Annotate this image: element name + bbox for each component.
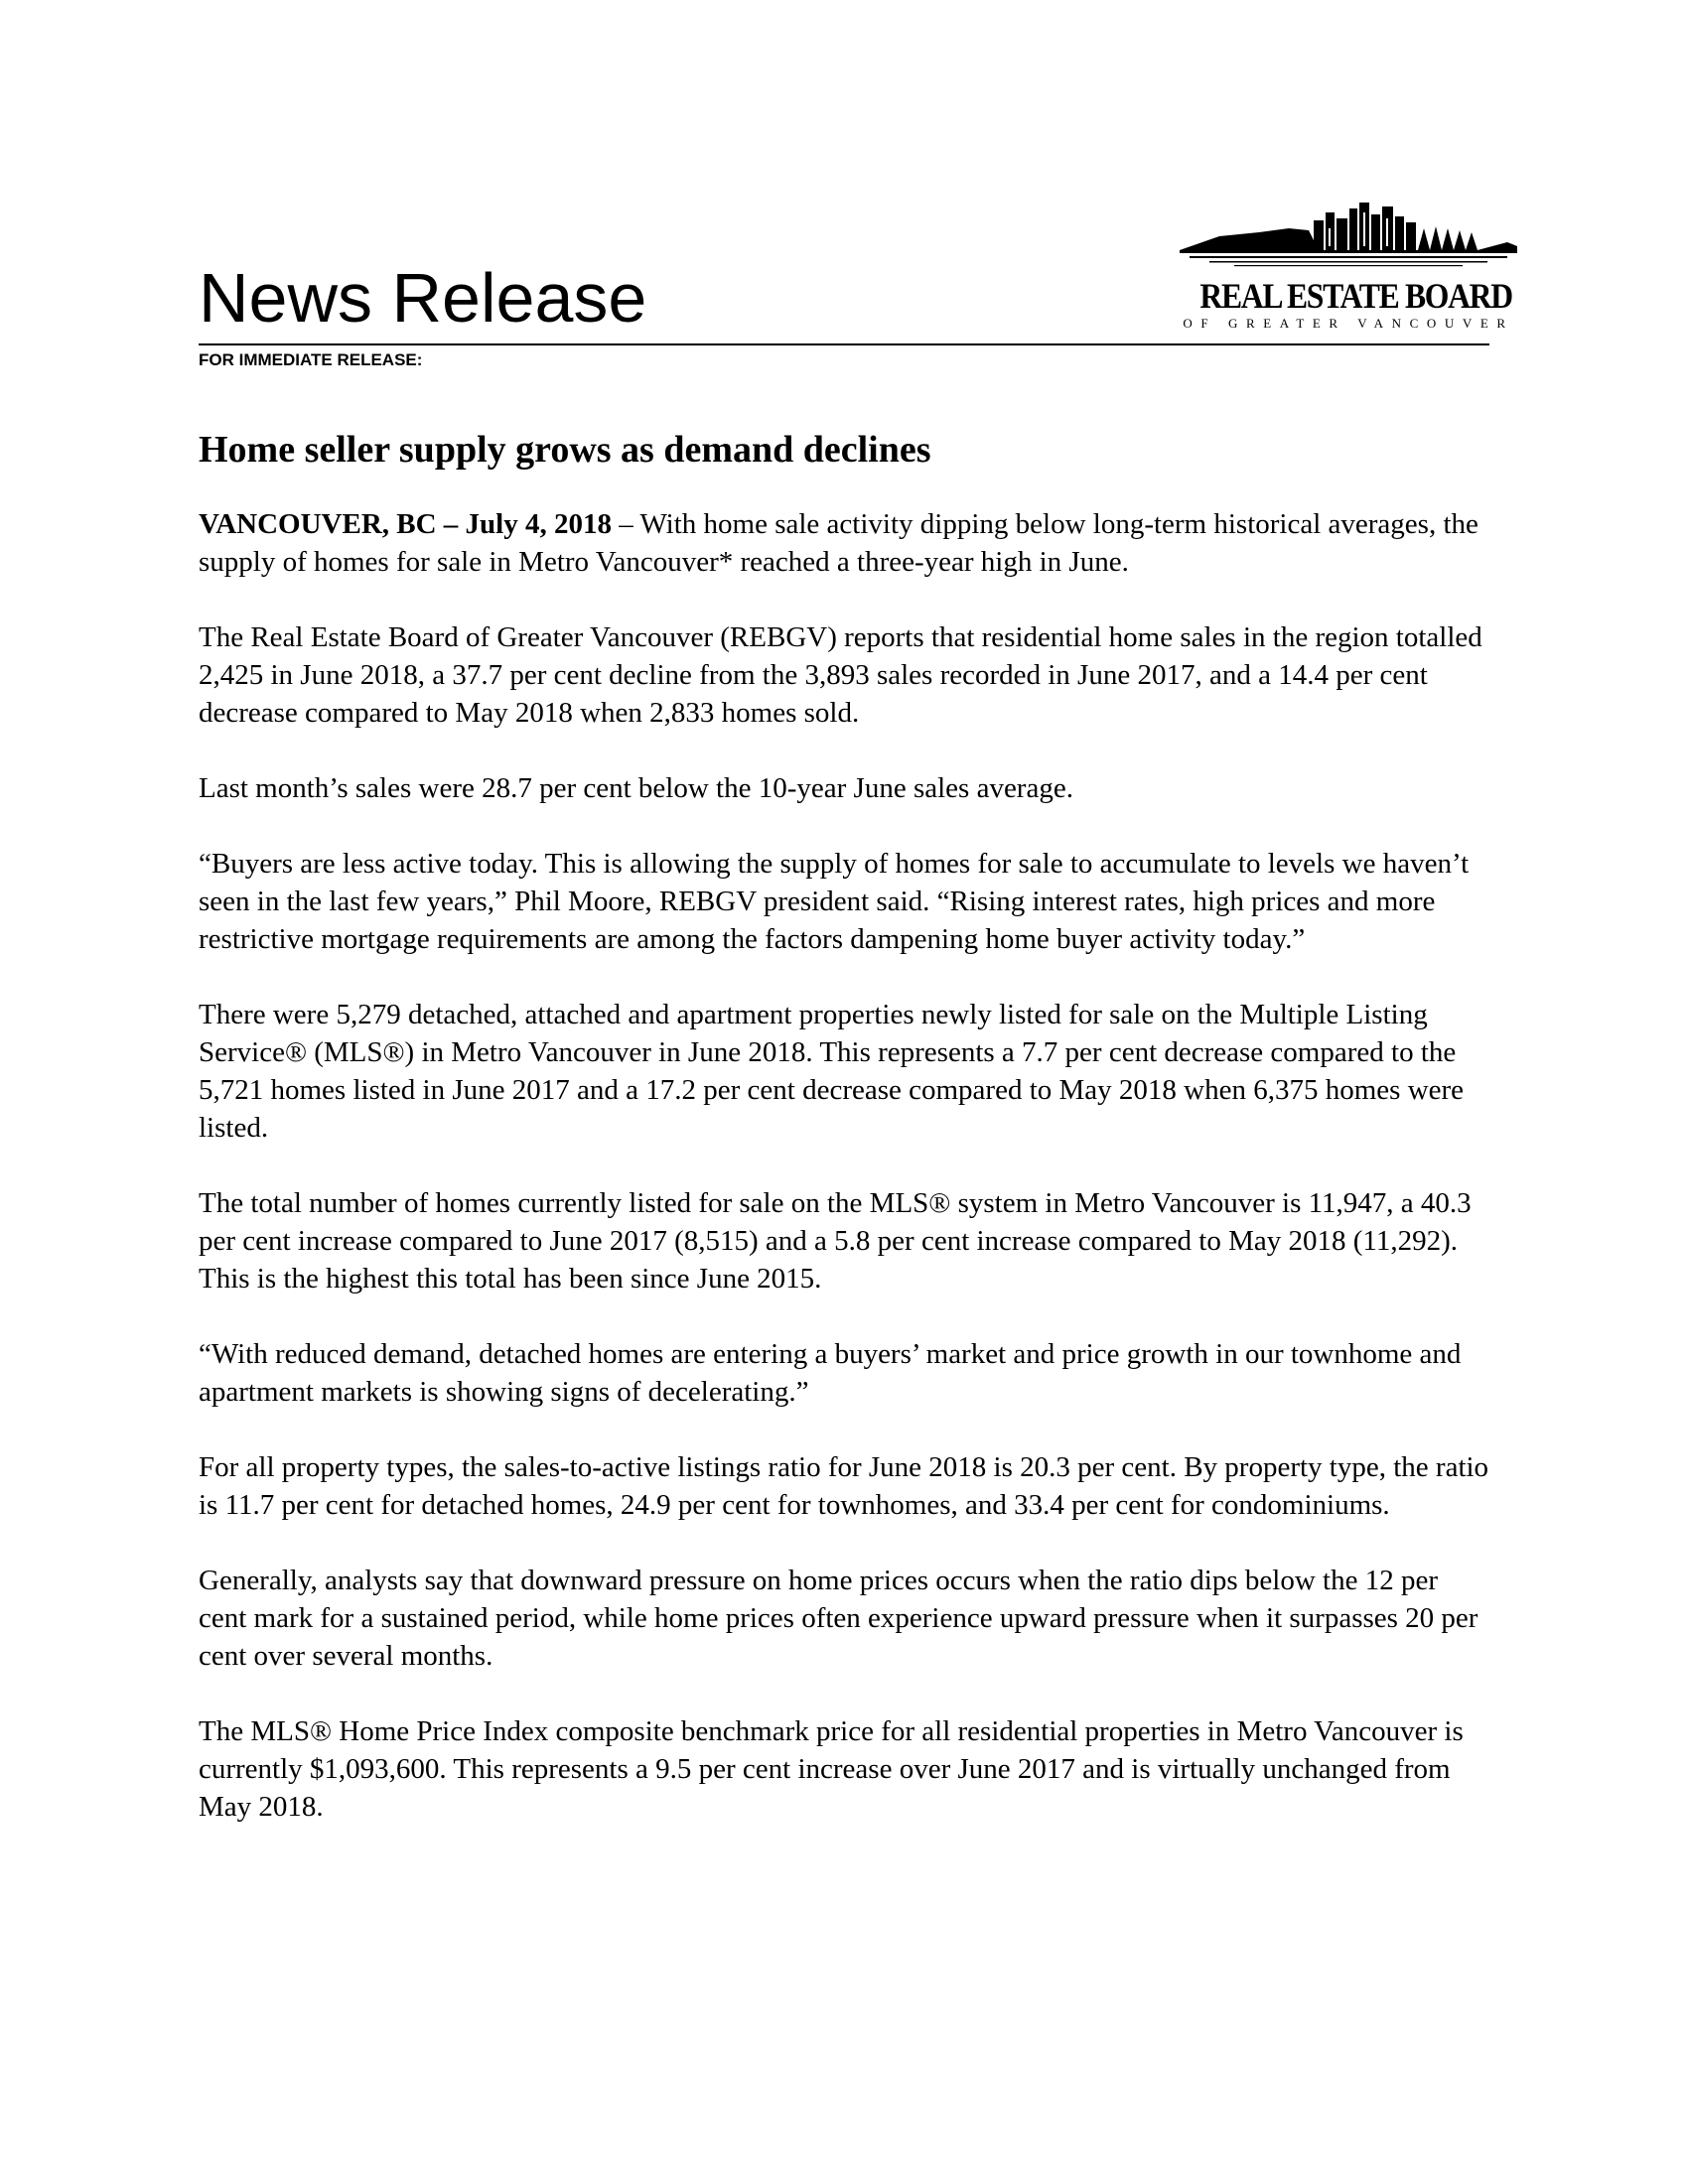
news-release-title: News Release bbox=[199, 259, 647, 337]
article-body bbox=[199, 427, 1489, 1863]
paragraph-analysts: Generally, analysts say that downward pressure on home prices occurs when the ratio dips below the 12 per cent mark for a sustained period, while home prices often experience upward pressure when it surpasses 20 per cent over several months. bbox=[199, 1565, 1478, 1672]
dateline: VANCOUVER, BC – July 4, 2018 bbox=[199, 508, 612, 540]
paragraph-ten-year-average: Last month’s sales were 28.7 per cent below the 10-year June sales average. bbox=[199, 772, 1073, 804]
rebgv-logo bbox=[1180, 199, 1517, 338]
header-divider bbox=[199, 343, 1489, 345]
page-header bbox=[199, 199, 1514, 377]
city-skyline-icon bbox=[1180, 199, 1517, 278]
paragraph-benchmark-price: The MLS® Home Price Index composite benchmark price for all residential properties in Metro Vancouver is currently $1,093,600. This represents a 9.5 per cent increase over June 2017 and is virtually unchanged from May 2018. bbox=[199, 1715, 1464, 1823]
release-status-label: FOR IMMEDIATE RELEASE: bbox=[199, 350, 423, 369]
logo-tagline: OF GREATER VANCOUVER bbox=[1183, 316, 1514, 331]
paragraph-market-quote: “With reduced demand, detached homes are entering a buyers’ market and price growth in our townhome and apartment markets is showing signs of decelerating.” bbox=[199, 1338, 1462, 1408]
paragraph-sales: The Real Estate Board of Greater Vancouver (REBGV) reports that residential home sales in the region totalled 2,425 in June 2018, a 37.7 per cent decline from the 3,893 sales recorded in June 2017, and a 14.4 per cent decrease compared to May 2018 when 2,833 homes sold. bbox=[199, 621, 1482, 729]
article-headline: Home seller supply grows as demand declines bbox=[199, 429, 931, 471]
logo-wordmark: REAL ESTATE BOARD bbox=[1199, 276, 1512, 316]
paragraph-president-quote: “Buyers are less active today. This is allowing the supply of homes for sale to accumulate to levels we haven’t seen in the last few years,” Phil Moore, REBGV president said. “Rising interest rates, high prices and more restrictive mortgage requirements are among the factors dampening home buyer activity today.” bbox=[199, 848, 1470, 955]
paragraph-new-listings: There were 5,279 detached, attached and apartment properties newly listed for sale on the Multiple Listing Service® (MLS®) in Metro Vancouver in June 2018. This represents a 7.7 per cent decrease compared to the 5,721 homes listed in June 2017 and a 17.2 per cent decrease compared to May 2018 when 6,375 homes were listed. bbox=[199, 999, 1465, 1144]
lead-paragraph bbox=[199, 505, 1489, 581]
paragraph-sales-ratio: For all property types, the sales-to-active listings ratio for June 2018 is 20.3 per cent. By property type, the ratio is 11.7 per cent for detached homes, 24.9 per cent for townhomes, and 33.4 per cent for condominiums. bbox=[199, 1451, 1489, 1521]
lead-text: – With home sale activity dipping below long-term historical averages, the supply of homes for sale in Metro Vancouver* reached a three-year high in June. bbox=[199, 508, 1478, 578]
paragraph-total-listings: The total number of homes currently listed for sale on the MLS® system in Metro Vancouver is 11,947, a 40.3 per cent increase compared to June 2017 (8,515) and a 5.8 per cent increase compared to May 2018 (11,292). This is the highest this total has been since June 2015. bbox=[199, 1187, 1472, 1295]
